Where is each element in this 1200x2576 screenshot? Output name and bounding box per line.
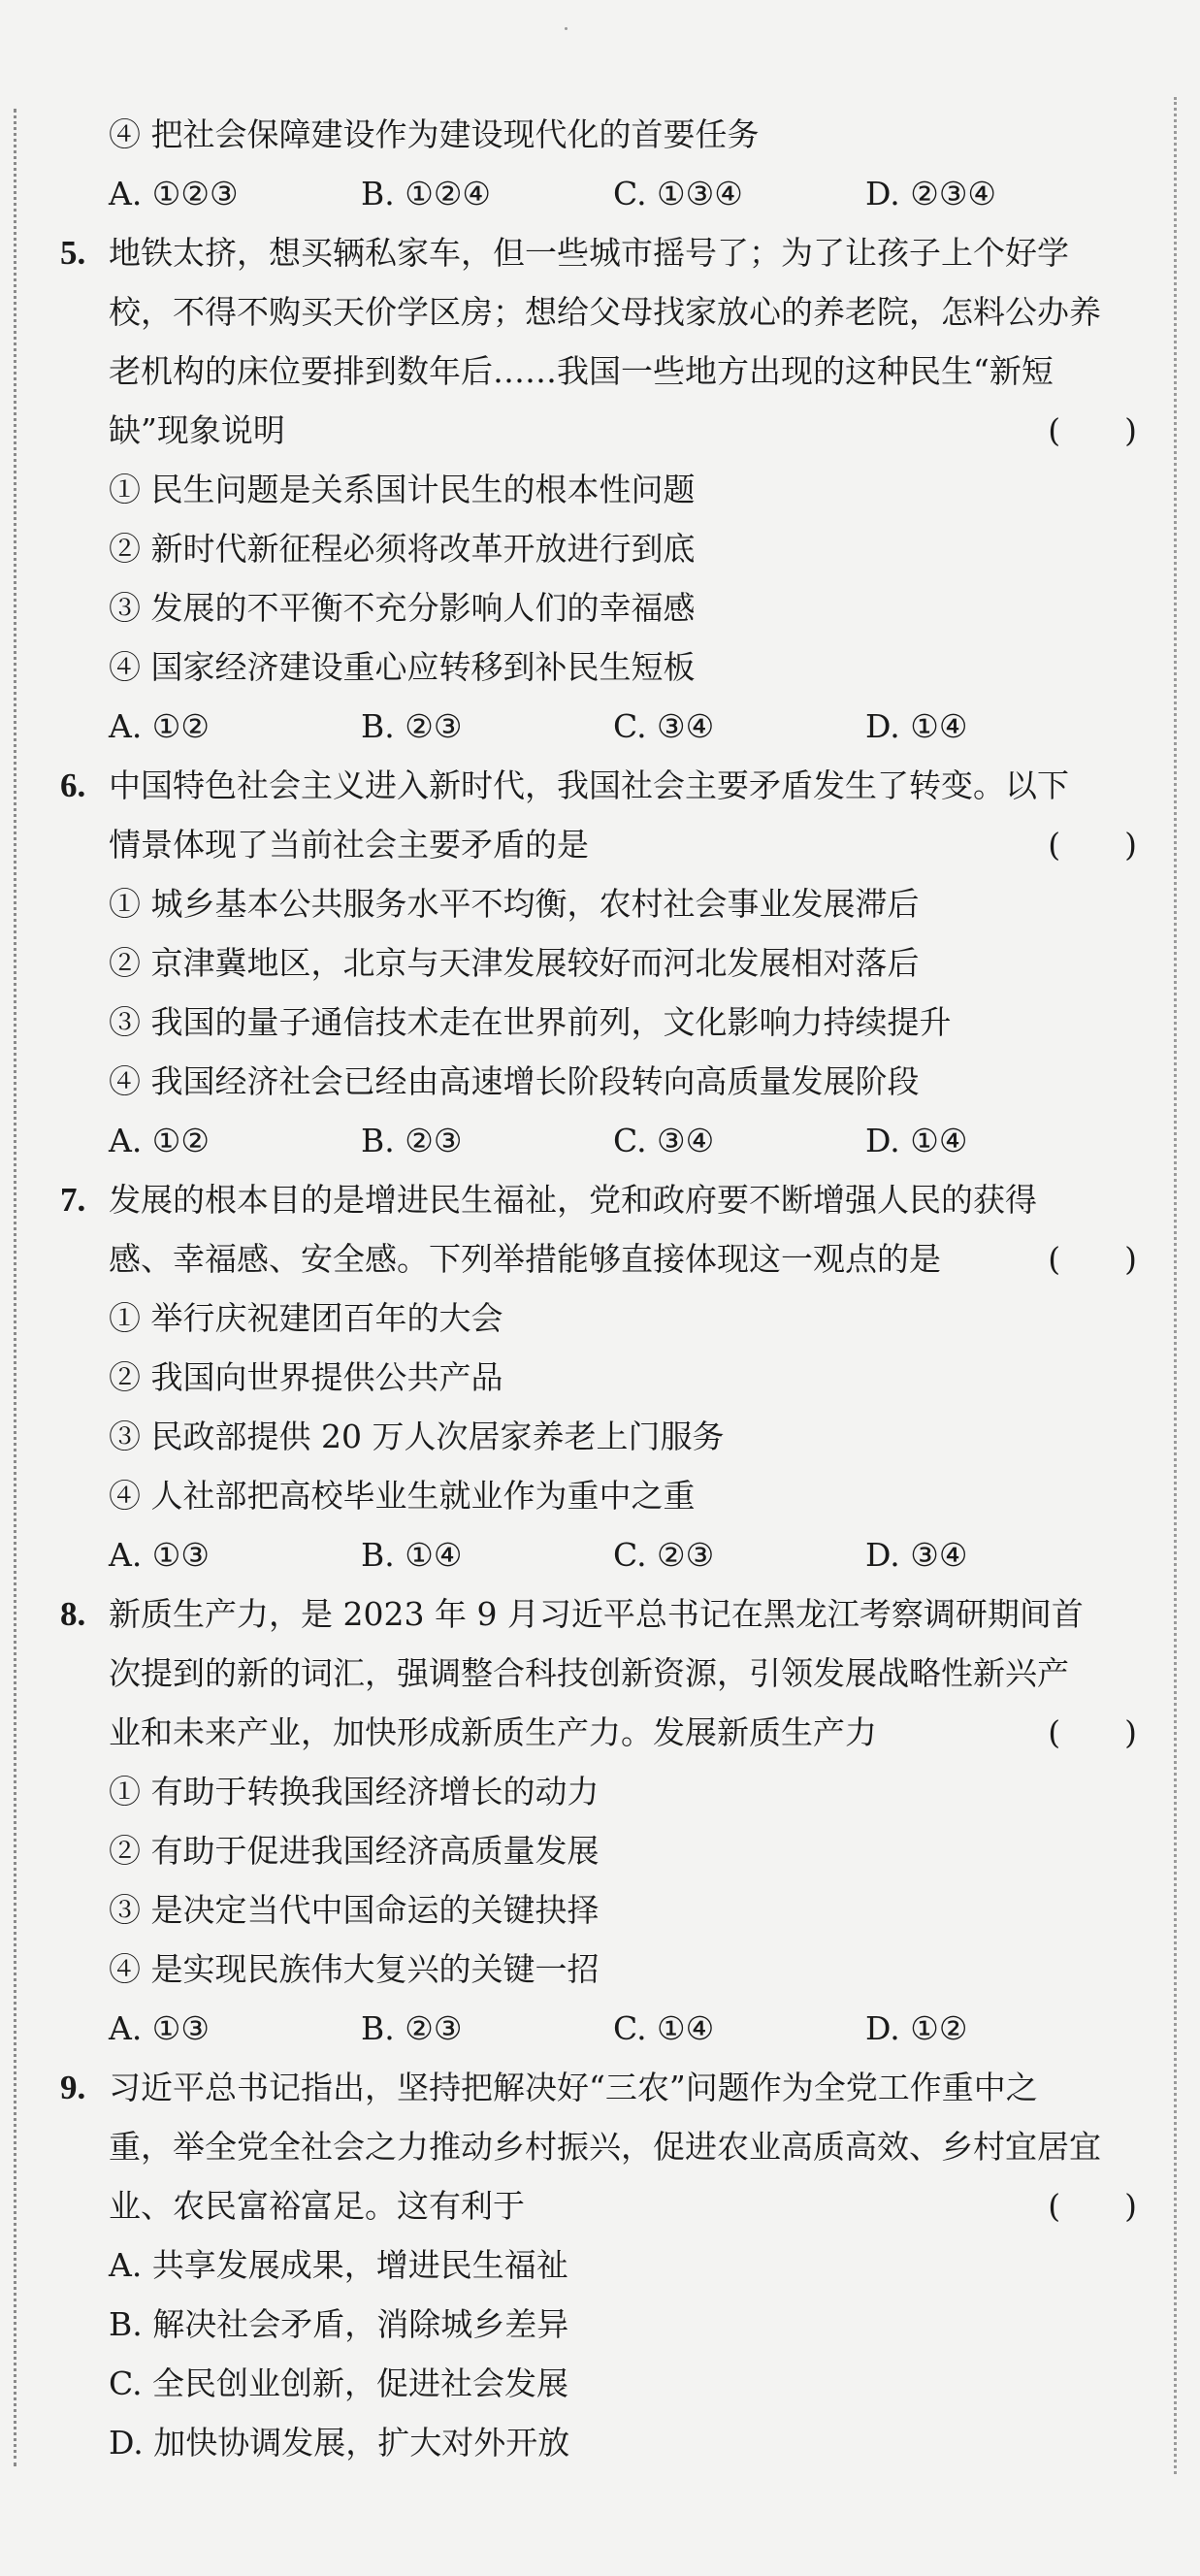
stem-text: 地铁太挤，想买辆私家车，但一些城市摇号了；为了让孩子上个好学	[109, 234, 1069, 272]
answer-bracket[interactable]: ( )	[1048, 826, 1137, 864]
question-5	[60, 223, 1137, 756]
choice-b[interactable]: B. 解决社会矛盾，消除城乡差异	[109, 2305, 569, 2343]
left-binding-line	[14, 109, 16, 2466]
option-line: ③ 发展的不平衡不充分影响人们的幸福感	[109, 589, 696, 627]
answer-choices	[60, 1525, 1137, 1584]
stem-line	[60, 756, 1137, 815]
stem-line	[60, 1170, 1137, 1229]
choice-c[interactable]: C. ①③④	[613, 175, 743, 212]
option-line: ③ 民政部提供 20 万人次居家养老上门服务	[109, 1418, 725, 1455]
answer-choices	[60, 1999, 1137, 2058]
stem-line: 重，举全党全社会之力推动乡村振兴，促进农业高质高效、乡村宜居宜	[109, 2128, 1101, 2166]
choice-c[interactable]: C. ②③	[613, 1536, 715, 1574]
question-4-tail	[60, 105, 1137, 223]
question-number: 9.	[60, 2069, 86, 2106]
stem-text: 感、幸福感、安全感。下列举措能够直接体现这一观点的是	[109, 1240, 941, 1278]
option-line: ② 新时代新征程必须将改革开放进行到底	[109, 530, 696, 568]
answer-bracket[interactable]: ( )	[1048, 1713, 1137, 1751]
answer-bracket[interactable]: ( )	[1048, 2187, 1137, 2225]
choice-d[interactable]: D. ③④	[865, 1536, 968, 1574]
option-line: ② 我国向世界提供公共产品	[109, 1358, 503, 1396]
choice-a[interactable]: A. ①②	[109, 1122, 210, 1159]
stem-line: 老机构的床位要排到数年后……我国一些地方出现的这种民生“新短	[109, 352, 1054, 390]
choice-a[interactable]: A. ①③	[109, 2009, 210, 2047]
option-line: ④ 国家经济建设重心应转移到补民生短板	[109, 648, 696, 686]
option-line: ④ 我国经济社会已经由高速增长阶段转向高质量发展阶段	[109, 1062, 920, 1100]
question-9	[60, 2058, 1137, 2472]
option-line: ① 举行庆祝建团百年的大会	[109, 1299, 503, 1337]
choice-c[interactable]: C. ③④	[613, 1122, 715, 1159]
option-line: ② 京津冀地区，北京与天津发展较好而河北发展相对落后	[109, 944, 920, 982]
question-6	[60, 756, 1137, 1170]
stem-line	[60, 401, 1137, 460]
choice-b[interactable]: B. ①②④	[361, 175, 491, 212]
stem-text: 中国特色社会主义进入新时代，我国社会主要矛盾发生了转变。以下	[109, 766, 1069, 804]
stem-text: 习近平总书记指出，坚持把解决好“三农”问题作为全党工作重中之	[109, 2069, 1038, 2106]
choice-b[interactable]: B. ①④	[361, 1536, 463, 1574]
stem-line	[60, 815, 1137, 874]
question-number: 7.	[60, 1181, 86, 1219]
stem-line: 校，不得不购买天价学区房；想给父母找家放心的养老院，怎料公办养	[109, 293, 1101, 331]
choice-d[interactable]: D. ①②	[865, 2009, 968, 2047]
choice-a[interactable]: A. ①②③	[109, 175, 239, 212]
stem-line	[60, 2176, 1137, 2235]
stem-line	[60, 2058, 1137, 2117]
choice-d[interactable]: D. ②③④	[865, 175, 997, 212]
option-line: ④ 是实现民族伟大复兴的关键一招	[109, 1950, 600, 1988]
question-number: 5.	[60, 234, 86, 272]
choice-a[interactable]: A. ①②	[109, 707, 210, 745]
option-line: ① 城乡基本公共服务水平不均衡，农村社会事业发展滞后	[109, 885, 920, 923]
choice-b[interactable]: B. ②③	[361, 707, 463, 745]
answer-choices	[60, 164, 1137, 223]
choice-c[interactable]: C. 全民创业创新，促进社会发展	[109, 2364, 569, 2402]
option-line: ④ 人社部把高校毕业生就业作为重中之重	[109, 1477, 696, 1515]
question-number: 8.	[60, 1595, 86, 1633]
stem-text: 缺”现象说明	[109, 411, 285, 449]
stem-line	[60, 223, 1137, 282]
stem-line	[60, 1703, 1137, 1762]
question-number: 6.	[60, 766, 86, 804]
option-line: ③ 我国的量子通信技术走在世界前列，文化影响力持续提升	[109, 1003, 952, 1041]
choice-b[interactable]: B. ②③	[361, 2009, 463, 2047]
choice-d[interactable]: D. ①④	[865, 1122, 968, 1159]
choice-d[interactable]: D. 加快协调发展，扩大对外开放	[109, 2424, 570, 2462]
stem-line	[60, 1584, 1137, 1644]
choice-d[interactable]: D. ①④	[865, 707, 968, 745]
option-line: ① 有助于转换我国经济增长的动力	[109, 1773, 600, 1810]
stem-text: 新质生产力，是 2023 年 9 月习近平总书记在黑龙江考察调研期间首	[109, 1595, 1084, 1633]
stem-text: 业、农民富裕富足。这有利于	[109, 2187, 525, 2225]
stem-text: 情景体现了当前社会主要矛盾的是	[109, 826, 589, 864]
stem-line: 次提到的新的词汇，强调整合科技创新资源，引领发展战略性新兴产	[109, 1654, 1069, 1692]
answer-bracket[interactable]: ( )	[1048, 1240, 1137, 1278]
stem-text: 发展的根本目的是增进民生福祉，党和政府要不断增强人民的获得	[109, 1181, 1037, 1219]
choice-c[interactable]: C. ③④	[613, 707, 715, 745]
option-line: ② 有助于促进我国经济高质量发展	[109, 1832, 600, 1870]
answer-bracket[interactable]: ( )	[1048, 411, 1137, 449]
choice-a[interactable]: A. 共享发展成果，增进民生福祉	[109, 2246, 568, 2284]
option-line: ③ 是决定当代中国命运的关键抉择	[109, 1891, 600, 1929]
top-mark	[565, 27, 568, 30]
choice-c[interactable]: C. ①④	[613, 2009, 715, 2047]
question-7	[60, 1170, 1137, 1584]
stem-text: 业和未来产业，加快形成新质生产力。发展新质生产力	[109, 1713, 877, 1751]
answer-choices	[60, 1111, 1137, 1170]
choice-a[interactable]: A. ①③	[109, 1536, 210, 1574]
stem-line	[60, 1229, 1137, 1288]
right-binding-line	[1174, 97, 1177, 2474]
question-8	[60, 1584, 1137, 2058]
option-line: ① 民生问题是关系国计民生的根本性问题	[109, 471, 696, 508]
choice-b[interactable]: B. ②③	[361, 1122, 463, 1159]
answer-choices	[60, 697, 1137, 756]
question-content	[60, 105, 1137, 2472]
option-line: ④ 把社会保障建设作为建设现代化的首要任务	[109, 115, 760, 153]
